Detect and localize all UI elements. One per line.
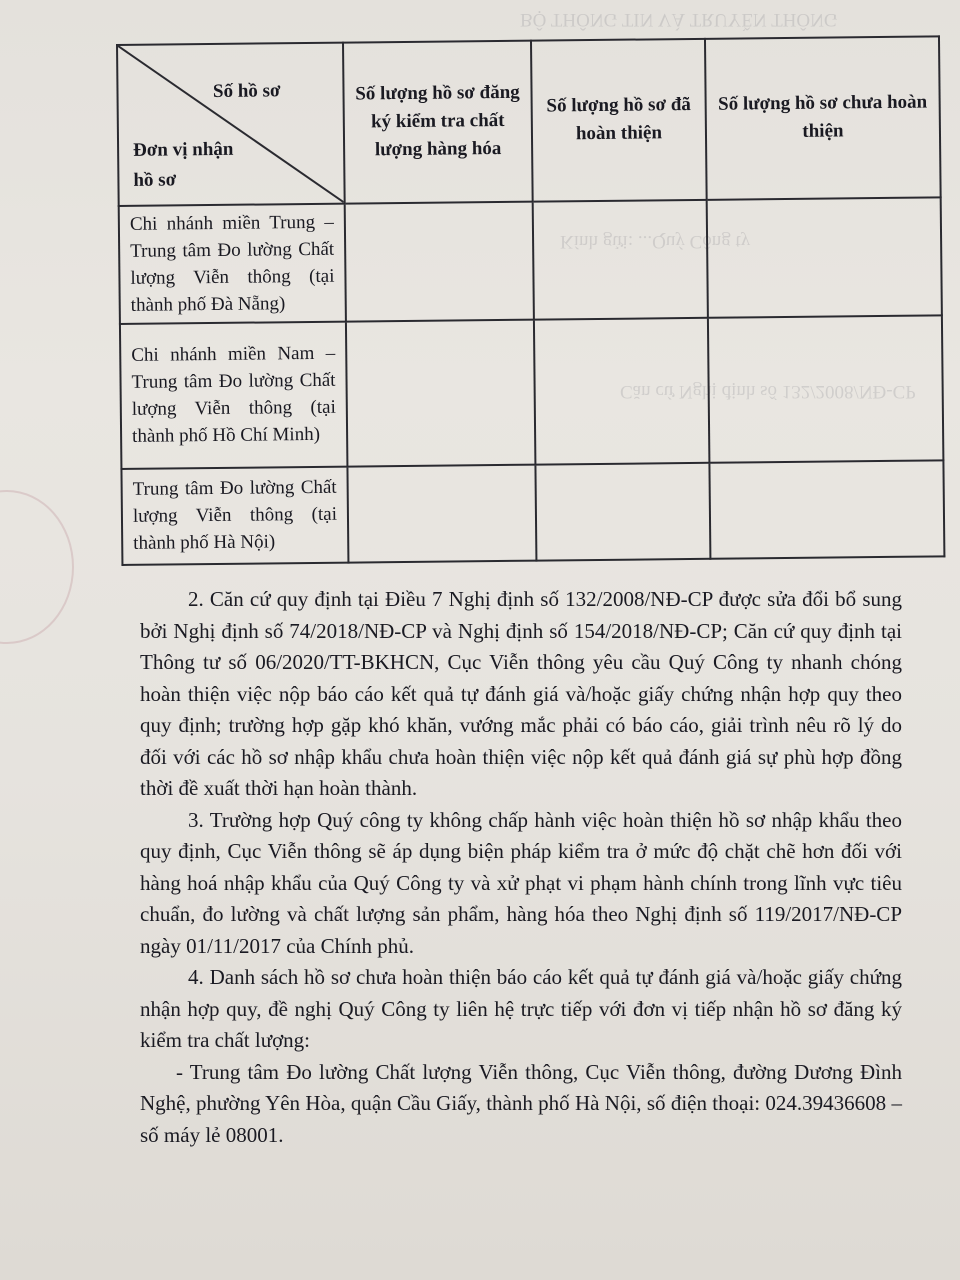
header-completed-count bbox=[531, 39, 707, 201]
header-unit-label bbox=[133, 135, 244, 196]
completed-cell bbox=[535, 462, 710, 560]
registered-cell bbox=[347, 464, 536, 562]
unit-name: Chi nhánh miền Trung – Trung tâm Đo lường Chất lượng Viễn thông (tại thành phố Đà Nẵng) bbox=[129, 211, 335, 316]
header-registered-count bbox=[343, 41, 533, 204]
completed-cell bbox=[534, 318, 710, 464]
bleed-through-text: Kính gửi: ...Quý Công ty bbox=[560, 231, 751, 252]
bleed-through-text: Căn cứ Nghị định số 132/2008/NĐ-CP bbox=[620, 381, 916, 402]
unit-cell bbox=[121, 466, 348, 565]
table-header-row bbox=[117, 36, 941, 205]
diagonal-header-cell bbox=[117, 43, 345, 206]
paragraph-2: 2. Căn cứ quy định tại Điều 7 Nghị định số 132/2008/NĐ-CP được sửa đổi bổ sung bởi Nghị định số 74/2018/NĐ-CP và Nghị định số 154/2018/NĐ-CP; Căn cứ quy định tại Thông tư số 06/2020/TT-BKHCN, Cục Viễn thông yêu cầu Quý Công ty nhanh chóng hoàn thiện việc nộp báo cáo kết quả tự đánh giá và/hoặc giấy chứng nhận hợp quy theo quy định; trường hợp gặp khó khăn, vướng mắc phải có báo cáo, giải trình nêu rõ lý do đối với các hồ sơ nhập khẩu chưa hoàn thiện việc nộp kết quả đánh giá sự phù hợp đồng thời đề xuất thời hạn hoàn thành. bbox=[140, 587, 902, 800]
records-table-wrapper bbox=[116, 44, 938, 566]
paragraph-3: 3. Trường hợp Quý công ty không chấp hành việc hoàn thiện hồ sơ nhập khẩu theo quy định, Cục Viễn thông sẽ áp dụng biện pháp kiểm tra ở mức độ chặt chẽ hơn đối với hàng hoá nhập khẩu của Quý Công ty và xử phạt vi phạm hành chính trong lĩnh vực tiêu chuẩn, đo lường và chất lượng sản phẩm, hàng hóa theo Nghị định số 119/2017/NĐ-CP ngày 01/11/2017 của Chính phủ. bbox=[140, 807, 902, 958]
registered-cell bbox=[346, 320, 536, 467]
table-row bbox=[119, 197, 942, 324]
records-table bbox=[116, 35, 945, 566]
table-row bbox=[121, 460, 944, 565]
body-text bbox=[140, 584, 902, 1151]
table-row bbox=[120, 315, 943, 468]
header-completed-text: Số lượng hồ sơ đã hoàn thiện bbox=[546, 94, 691, 145]
incomplete-cell bbox=[707, 197, 942, 318]
unit-name: Chi nhánh miền Nam – Trung tâm Đo lường Chất lượng Viễn thông (tại thành phố Hồ Chí Minh) bbox=[131, 343, 336, 448]
header-unit-text: Đơn vị nhận hồ sơ bbox=[133, 138, 234, 191]
unit-name: Trung tâm Đo lường Chất lượng Viễn thông (tại thành phố Hà Nội) bbox=[132, 477, 338, 555]
header-registered-text: Số lượng hồ sơ đăng ký kiểm tra chất lượng hàng hóa bbox=[355, 82, 520, 161]
contact-item: - Trung tâm Đo lường Chất lượng Viễn thông, Cục Viễn thông, đường Dương Đình Nghệ, phường Yên Hòa, quận Cầu Giấy, thành phố Hà Nội, số điện thoại: 024.39436608 – số máy lẻ 08001. bbox=[140, 1059, 902, 1147]
header-incomplete-text: Số lượng hồ sơ chưa hoàn thiện bbox=[717, 91, 928, 143]
header-record-label: Số hồ sơ bbox=[212, 80, 281, 102]
bleed-through-text: BỘ THÔNG TIN VÀ TRUYỀN THÔNG bbox=[520, 9, 838, 30]
unit-cell bbox=[120, 322, 348, 469]
completed-cell bbox=[533, 199, 708, 319]
unit-cell bbox=[119, 203, 346, 324]
paragraph-4: 4. Danh sách hồ sơ chưa hoàn thiện báo cáo kết quả tự đánh giá và/hoặc giấy chứng nhận hợp quy, đề nghị Quý Công ty liên hệ trực tiếp với đơn vị tiếp nhận hồ sơ đăng ký kiểm tra chất lượng: bbox=[140, 965, 902, 1052]
header-incomplete-count bbox=[705, 36, 941, 199]
incomplete-cell bbox=[708, 315, 944, 462]
registered-cell bbox=[345, 201, 534, 321]
stamp-bleed bbox=[0, 490, 74, 644]
incomplete-cell bbox=[709, 460, 944, 559]
